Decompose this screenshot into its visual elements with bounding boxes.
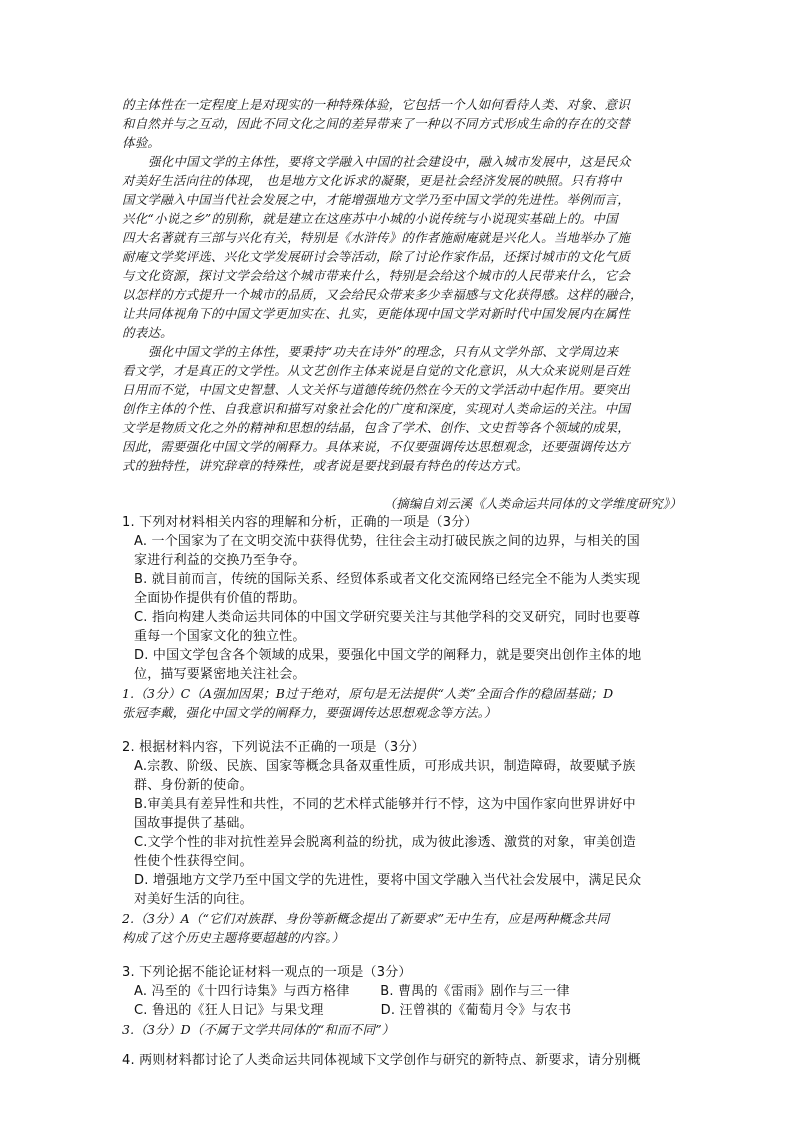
option-a: A. 一个国家为了在文明交流中获得优势，往往会主动打破民族之间的边界，与相关的国 <box>134 534 640 549</box>
passage-line: 的主体性在一定程度上是对现实的一种特殊体验，它包括一个人如何看待人类、对象、意识 <box>122 97 631 112</box>
question-stem: 4. 两则材料都讨论了人类命运共同体视域下文学创作与研究的新特点、新要求，请分别概 <box>122 1053 641 1068</box>
option-b-cont: 全面协作提供有价值的帮助。 <box>134 591 306 606</box>
options-ab: A. 冯至的《十四行诗集》与西方格律 B. 曹禺的《雷雨》剧作与三一律 <box>134 984 570 999</box>
option-c-cont: 性使个性获得空间。 <box>134 854 253 869</box>
option-d: D. 中国文学包含各个领域的成果，要强化中国文学的阐释力，就是要突出创作主体的地 <box>134 648 642 663</box>
answer-2-cont: 构成了这个历史主题将要超越的内容。） <box>122 930 345 945</box>
passage-source: （摘编自刘云溪《人类命运共同体的文学维度研究》） <box>383 496 682 511</box>
passage-line: 对美好生活向往的体现， 也是地方文化诉求的凝聚，更是社会经济发展的映照。只有将中 <box>122 173 622 188</box>
passage-line: 日用而不觉，中国文史智慧、人文关怀与道德传统仍然在今天的文学活动中起作用。要突出 <box>122 382 631 397</box>
option-a: A.宗教、阶级、民族、国家等概念具备双重性质，可形成共识，制造障碍，故要赋予族 <box>134 759 636 774</box>
question-stem: 3. 下列论据不能论证材料一观点的一项是（3分） <box>122 965 412 980</box>
passage-line: 让共同体视角下的中国文学更加实在、扎实，更能体现中国文学对新时代中国发展内在属性 <box>122 306 631 321</box>
option-c-cont: 重每一个国家文化的独立性。 <box>134 629 306 644</box>
answer-1-cont: 张冠李戴，强化中国文学的阐释力，要强调传达思想观念等方法。） <box>122 705 497 720</box>
passage-line: 耐庵文学奖评选、兴化文学发展研讨会等活动，除了讨论作家作品，还探讨城市的文化气质 <box>122 249 631 264</box>
passage-line: 强化中国文学的主体性，要将文学融入中国的社会建设中，融入城市发展中，这是民众 <box>148 154 631 169</box>
passage-line: 以怎样的方式提升一个城市的品质，又会给民众带来多少幸福感与文化获得感。这样的融合， <box>122 287 643 302</box>
passage-line: 式的独特性，讲究辞章的特殊性，或者说是要找到最有特色的传达方式。 <box>122 458 529 473</box>
passage-line: 强化中国文学的主体性，要秉持“功夫在诗外”的理念，只有从文学外部、文学周边来 <box>148 344 619 359</box>
passage-line: 体验。 <box>122 135 161 150</box>
option-d-cont: 位，描写要紧密地关注社会。 <box>134 667 306 682</box>
options-cd: C. 鲁迅的《狂人日记》与果戈理 D. 汪曾祺的《葡萄月令》与农书 <box>134 1003 572 1018</box>
option-c: C. 指向构建人类命运共同体的中国文学研究要关注与其他学科的交叉研究，同时也要尊 <box>134 610 641 625</box>
passage-line: 兴化“小说之乡”的别称，就是建立在这座苏中小城的小说传统与小说现实基础上的。中国 <box>122 211 618 226</box>
option-d-cont: 对美好生活的向往。 <box>134 892 253 907</box>
answer-3: 3.（3分）D（不属于文学共同体的“和而不同”） <box>122 1022 395 1037</box>
passage-line: 与文化资源，探讨文学会给这个城市带来什么，特别是会给这个城市的人民带来什么，它会 <box>122 268 631 283</box>
option-b: B. 就目前而言，传统的国际关系、经贸体系或者文化交流网络已经完全不能为人类实现 <box>134 572 641 587</box>
option-b: B.审美具有差异性和共性，不同的艺术样式能够并行不悖，这为中国作家向世界讲好中 <box>134 797 636 812</box>
option-a-cont: 群、身份新的使命。 <box>134 778 253 793</box>
passage-line: 看文学，才是真正的文学性。从文艺创作主体来说是自觉的文化意识，从大众来说则是百姓 <box>122 363 631 378</box>
passage-line: 四大名著就有三部与兴化有关，特别是《水浒传》的作者施耐庵就是兴化人。当地举办了施 <box>122 230 631 245</box>
question-stem: 1. 下列对材料相关内容的理解和分析，正确的一项是（3分） <box>122 515 478 530</box>
option-a-cont: 家进行利益的交换乃至争夺。 <box>134 553 306 568</box>
passage-line: 国文学融入中国当代社会发展之中，才能增强地方文学乃至中国文学的先进性。举例而言， <box>122 192 631 207</box>
passage-line: 和自然并与之互动，因此不同文化之间的差异带来了一种以不同方式形成生命的存在的交替 <box>122 116 631 131</box>
answer-2: 2.（3分）A（“它们对族群、身份等新概念提出了新要求”无中生有，应是两种概念共同 <box>122 911 610 926</box>
passage-line: 的表达。 <box>122 325 173 340</box>
option-d: D. 增强地方文学乃至中国文学的先进性，要将中国文学融入当代社会发展中，满足民众 <box>134 873 642 888</box>
passage-line: 创作主体的个性、自我意识和描写对象社会化的广度和深度，实现对人类命运的关注。中国 <box>122 401 631 416</box>
option-b-cont: 国故事提供了基础。 <box>134 816 253 831</box>
passage-line: 文学是物质文化之外的精神和思想的结晶，包含了学术、创作、文史哲等各个领域的成果， <box>122 420 631 435</box>
passage-line: 因此，需要强化中国文学的阐释力。具体来说，不仅要强调传达思想观念，还要强调传达方 <box>122 439 631 454</box>
option-c: C.文学个性的非对抗性差异会脱离利益的纷扰，成为彼此渗透、激赏的对象，审美创造 <box>134 835 637 850</box>
question-stem: 2. 根据材料内容，下列说法不正确的一项是（3分） <box>122 740 425 755</box>
answer-1: 1.（3分）C（A强加因果；B过于绝对，原句是无法提供“人类”全面合作的稳固基础；D <box>122 686 614 701</box>
